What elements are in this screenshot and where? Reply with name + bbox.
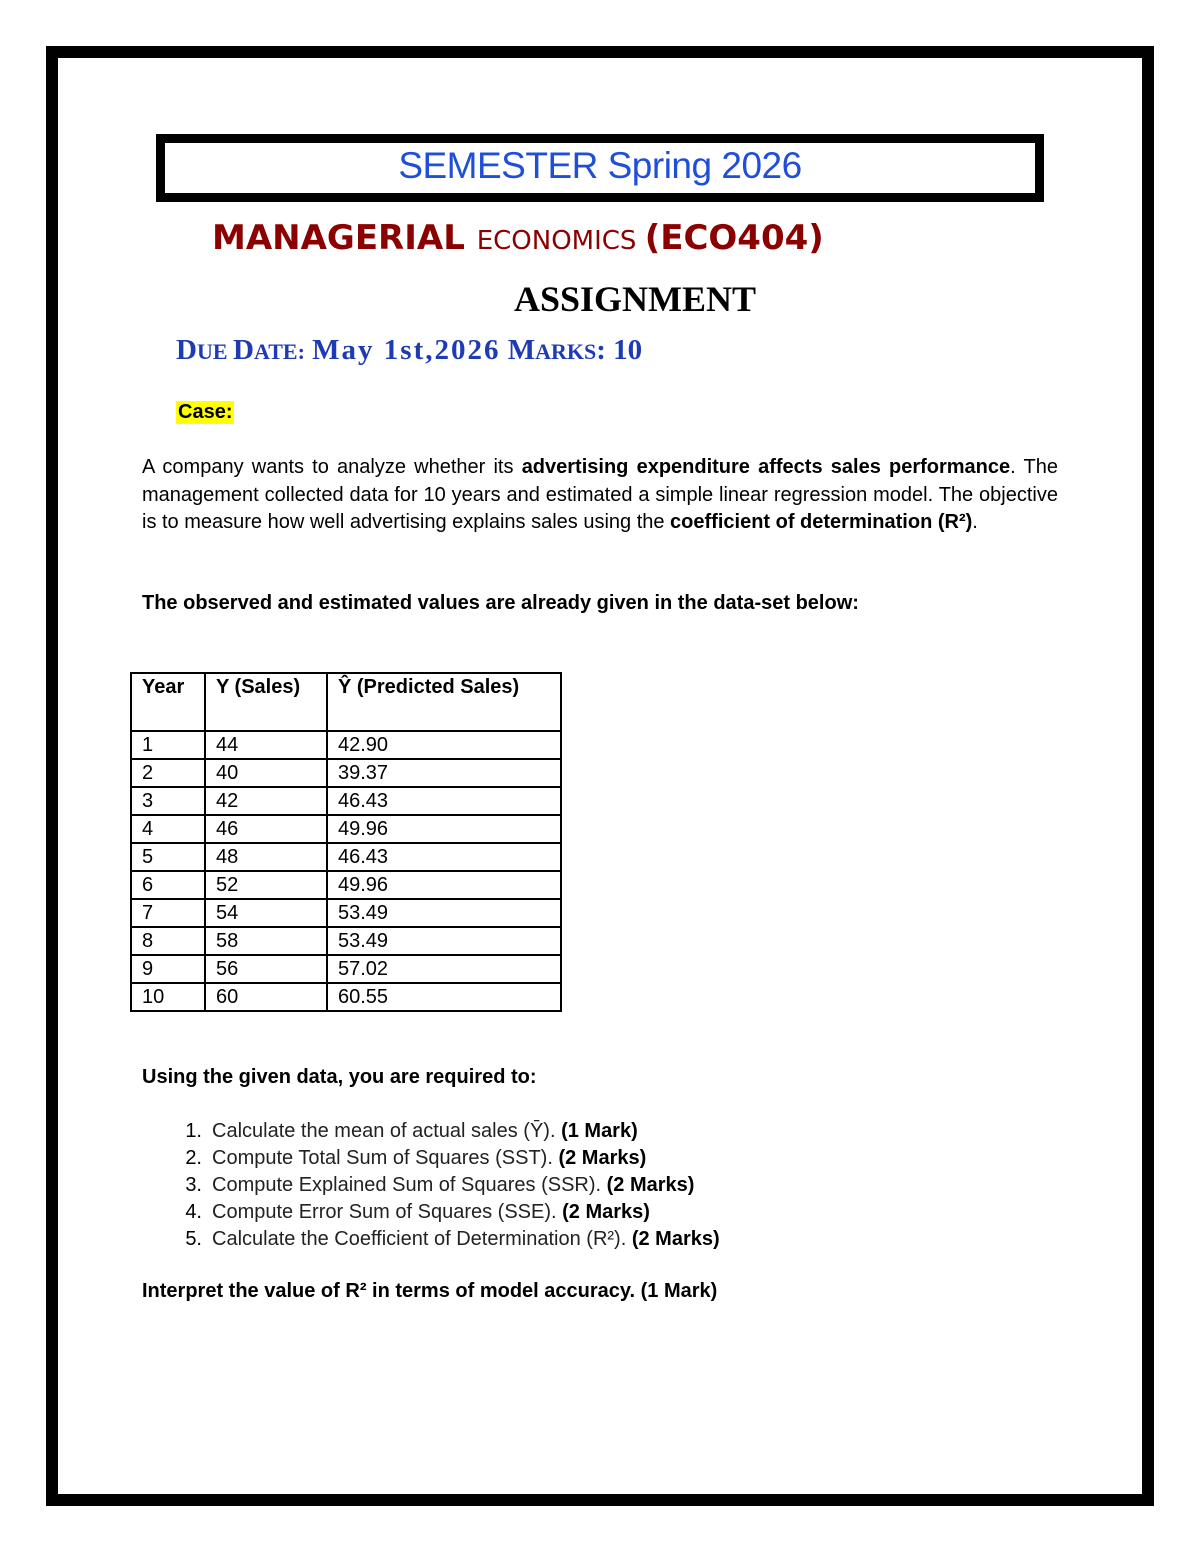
due-label-ue: UE — [196, 339, 234, 364]
cell-predicted: 46.43 — [327, 843, 561, 871]
semester-title: SEMESTER Spring 2026 — [398, 145, 802, 186]
cell-sales: 48 — [205, 843, 327, 871]
cell-predicted: 60.55 — [327, 983, 561, 1011]
cell-predicted: 53.49 — [327, 899, 561, 927]
table-row — [131, 787, 561, 815]
case-text-2: . The management collected data for 10 years and estimated a simple linear regression model. The objective is to measure how well advertising explains sales using the — [142, 456, 1058, 533]
task-text: Compute Total Sum of Squares (SST). — [212, 1147, 559, 1169]
cell-predicted: 46.43 — [327, 787, 561, 815]
task-number: 4. — [185, 1201, 202, 1223]
cell-sales: 54 — [205, 899, 327, 927]
cell-predicted: 42.90 — [327, 731, 561, 759]
cell-predicted: 57.02 — [327, 955, 561, 983]
cell-year: 4 — [131, 815, 205, 843]
table-row — [131, 955, 561, 983]
course-code: (ECO404) — [644, 218, 824, 258]
cell-predicted: 39.37 — [327, 759, 561, 787]
table-header-row — [131, 673, 561, 731]
sales-data-table — [130, 672, 562, 1012]
task-marks: (1 Mark) — [561, 1120, 638, 1142]
cell-predicted: 49.96 — [327, 815, 561, 843]
cell-sales: 44 — [205, 731, 327, 759]
table-row — [131, 927, 561, 955]
course-title-economics: ECONOMICS — [476, 226, 645, 256]
observed-note: The observed and estimated values are already given in the data-set below: — [142, 592, 859, 614]
task-marks: (2 Marks) — [558, 1147, 647, 1169]
table-row — [131, 731, 561, 759]
case-label: Case: — [178, 401, 233, 423]
case-description — [142, 454, 1058, 537]
cell-year: 8 — [131, 927, 205, 955]
table-row — [131, 871, 561, 899]
table-row — [131, 899, 561, 927]
task-marks: (2 Marks) — [562, 1201, 650, 1223]
tasks-intro: Using the given data, you are required to: — [142, 1066, 537, 1088]
list-item — [142, 1172, 720, 1199]
cell-sales: 56 — [205, 955, 327, 983]
cell-predicted: 53.49 — [327, 927, 561, 955]
task-text: Compute Error Sum of Squares (SSE). — [212, 1201, 563, 1223]
case-text-1: A company wants to analyze whether its — [142, 456, 522, 478]
cell-year: 7 — [131, 899, 205, 927]
case-text-3: . — [972, 511, 978, 533]
cell-year: 2 — [131, 759, 205, 787]
cell-sales: 40 — [205, 759, 327, 787]
case-bold-2: coefficient of determination (R²) — [670, 511, 973, 533]
marks-value: : 10 — [596, 334, 643, 366]
cell-year: 3 — [131, 787, 205, 815]
date-label-d: D — [233, 334, 254, 366]
list-item — [142, 1145, 720, 1172]
cell-predicted: 49.96 — [327, 871, 561, 899]
course-title — [212, 218, 824, 258]
task-marks: (2 Marks) — [631, 1228, 720, 1250]
cell-year: 10 — [131, 983, 205, 1011]
task-text: Compute Explained Sum of Squares (SSR). — [212, 1174, 607, 1196]
cell-sales: 60 — [205, 983, 327, 1011]
assignment-heading: ASSIGNMENT — [513, 279, 757, 319]
semester-banner — [156, 134, 1044, 202]
due-date-line — [176, 334, 642, 367]
date-label-ate: ATE: — [253, 339, 305, 364]
task-text: Calculate the mean of actual sales (Ȳ). — [212, 1120, 562, 1142]
task-number: 3. — [185, 1174, 202, 1196]
cell-year: 5 — [131, 843, 205, 871]
task-list — [142, 1118, 720, 1253]
task-number: 2. — [185, 1147, 202, 1169]
cell-sales: 52 — [205, 871, 327, 899]
header-predicted-sales: Ŷ (Predicted Sales) — [327, 673, 561, 731]
table-row — [131, 843, 561, 871]
marks-label-m: M — [507, 334, 536, 366]
list-item — [142, 1118, 720, 1145]
cell-sales: 42 — [205, 787, 327, 815]
case-bold-1: advertising expenditure affects sales performance — [521, 456, 1011, 478]
task-marks: (2 Marks) — [606, 1174, 695, 1196]
marks-label-arks: ARKS — [535, 339, 597, 364]
list-item — [142, 1199, 720, 1226]
due-label-d: D — [176, 334, 197, 366]
due-date-value: May 1st,2026 — [312, 334, 501, 366]
header-year: Year — [131, 673, 205, 731]
task-text: Calculate the Coefficient of Determination (R²). — [212, 1228, 632, 1250]
header-sales: Y (Sales) — [205, 673, 327, 731]
course-title-main: MANAGERIAL — [212, 218, 477, 258]
task-number: 5. — [185, 1228, 202, 1250]
cell-year: 9 — [131, 955, 205, 983]
table-row — [131, 759, 561, 787]
interpret-instruction: Interpret the value of R² in terms of model accuracy. (1 Mark) — [142, 1280, 718, 1302]
table-row — [131, 983, 561, 1011]
cell-year: 6 — [131, 871, 205, 899]
task-number: 1. — [185, 1120, 202, 1142]
list-item — [142, 1226, 720, 1253]
table-row — [131, 815, 561, 843]
cell-sales: 58 — [205, 927, 327, 955]
cell-sales: 46 — [205, 815, 327, 843]
cell-year: 1 — [131, 731, 205, 759]
